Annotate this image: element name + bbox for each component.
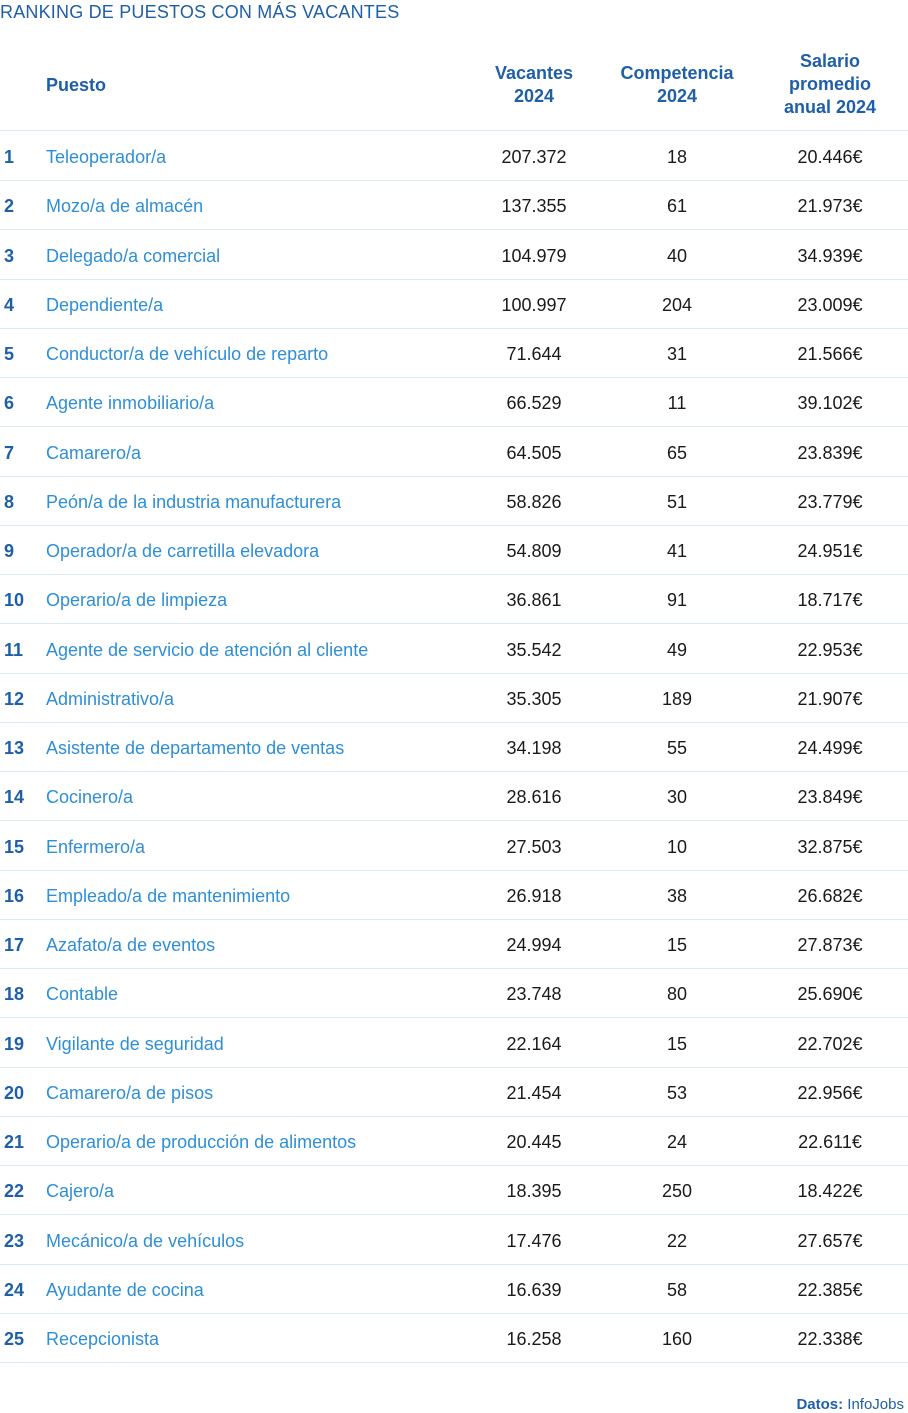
competencia-cell: 61: [666, 196, 688, 217]
puesto-cell: Delegado/a comercial: [46, 245, 221, 266]
puesto-cell: Ayudante de cocina: [46, 1279, 204, 1300]
table-row: [0, 328, 908, 378]
vacantes-cell: 36.861: [506, 590, 562, 611]
header-competencia: [607, 62, 747, 108]
header-competencia-line1: Competencia: [620, 63, 734, 83]
salario-cell: 22.385€: [797, 1279, 863, 1300]
rank-cell: 10: [4, 590, 25, 611]
salario-cell: 39.102€: [797, 393, 863, 414]
salario-cell: 20.446€: [797, 147, 863, 167]
vacantes-cell: 100.997: [501, 294, 567, 315]
header-salario-line2: promedio: [788, 74, 871, 94]
salario-cell: 34.939€: [797, 245, 863, 266]
vacantes-cell: 22.164: [506, 1033, 562, 1054]
salario-cell: 22.611€: [798, 1132, 862, 1152]
competencia-cell: 15: [666, 935, 688, 955]
table-row: [0, 968, 908, 1018]
puesto-cell: Administrativo/a: [46, 688, 175, 709]
vacantes-cell: 35.542: [506, 639, 562, 660]
rank-cell: 21: [4, 1132, 25, 1152]
puesto-cell: Contable: [46, 984, 119, 1005]
chart-title: RANKING DE PUESTOS CON MÁS VACANTES: [0, 2, 400, 22]
header-vacantes: [474, 62, 594, 108]
rank-cell: 7: [4, 442, 15, 463]
salario-cell: 18.422€: [797, 1181, 863, 1202]
puesto-cell: Vigilante de seguridad: [46, 1033, 224, 1054]
source-label: Datos:: [796, 1396, 844, 1413]
rank-cell: 5: [4, 344, 15, 364]
salario-cell: 22.956€: [797, 1082, 863, 1103]
puesto-cell: Operario/a de limpieza: [46, 590, 228, 611]
rank-cell: 6: [4, 393, 15, 414]
vacantes-cell: 16.258: [506, 1329, 562, 1349]
vacantes-cell: 27.503: [506, 836, 562, 857]
vacantes-cell: 104.979: [501, 245, 567, 266]
rank-cell: 11: [4, 639, 24, 660]
rank-cell: 8: [4, 491, 15, 512]
vacantes-cell: 16.639: [506, 1279, 562, 1300]
vacantes-cell: 207.372: [501, 147, 567, 167]
rank-cell: 14: [4, 787, 25, 808]
puesto-cell: Conductor/a de vehículo de reparto: [46, 344, 329, 364]
table-row: [0, 476, 908, 526]
table-row: [0, 722, 908, 772]
competencia-cell: 49: [666, 639, 688, 660]
competencia-cell: 250: [661, 1181, 693, 1202]
vacantes-cell: 64.505: [506, 442, 562, 463]
rank-cell: 4: [4, 294, 15, 315]
puesto-cell: Operario/a de producción de alimentos: [46, 1132, 357, 1152]
table-row: [0, 624, 908, 674]
table-row: [0, 574, 908, 624]
puesto-cell: Cocinero/a: [46, 787, 134, 808]
vacantes-cell: 18.395: [506, 1181, 562, 1202]
header-puesto: Puesto: [46, 75, 107, 95]
vacantes-cell: 17.476: [506, 1230, 562, 1251]
rank-cell: 9: [4, 541, 15, 561]
competencia-cell: 58: [666, 1279, 688, 1300]
salario-cell: 23.779€: [797, 491, 863, 512]
competencia-cell: 10: [666, 836, 688, 857]
header-vacantes-line1: Vacantes: [494, 63, 574, 83]
salario-cell: 32.875€: [797, 836, 863, 857]
salario-cell: 25.690€: [797, 984, 863, 1005]
salario-cell: 23.839€: [797, 442, 863, 463]
table-row: [0, 279, 908, 329]
table-row: [0, 377, 908, 427]
table-row: [0, 1067, 908, 1117]
vacantes-cell: 34.198: [506, 738, 562, 758]
competencia-cell: 91: [666, 590, 688, 611]
salario-cell: 23.849€: [797, 787, 863, 808]
table-row: [0, 673, 908, 723]
header-salario-line1: Salario: [799, 51, 861, 71]
table-row: [0, 771, 908, 821]
table-row: [0, 427, 908, 477]
puesto-cell: Camarero/a: [46, 442, 142, 463]
vacantes-cell: 26.918: [506, 885, 562, 906]
table-row: [0, 1215, 908, 1265]
vacantes-cell: 137.355: [501, 196, 567, 217]
source-note: [796, 1396, 904, 1413]
competencia-cell: 160: [661, 1329, 693, 1349]
rank-cell: 20: [4, 1082, 25, 1103]
table-row: [0, 525, 908, 575]
competencia-cell: 15: [666, 1033, 688, 1054]
puesto-cell: Agente inmobiliario/a: [46, 393, 215, 414]
puesto-cell: Mecánico/a de vehículos: [46, 1230, 245, 1251]
salario-cell: 22.702€: [797, 1033, 863, 1054]
puesto-cell: Camarero/a de pisos: [46, 1082, 214, 1103]
competencia-cell: 189: [661, 688, 693, 709]
vacantes-cell: 21.454: [506, 1082, 562, 1103]
salario-cell: 22.953€: [797, 639, 863, 660]
header-salario: [760, 50, 900, 119]
vacantes-cell: 24.994: [506, 935, 562, 955]
competencia-cell: 55: [666, 738, 688, 758]
vacantes-cell: 71.644: [506, 344, 562, 364]
table-header: [0, 48, 908, 131]
puesto-cell: Enfermero/a: [46, 836, 146, 857]
competencia-cell: 80: [666, 984, 688, 1005]
salario-cell: 22.338€: [797, 1329, 863, 1349]
rank-cell: 15: [4, 836, 25, 857]
rank-cell: 12: [4, 688, 25, 709]
rank-cell: 17: [4, 935, 25, 955]
salario-cell: 24.951€: [797, 541, 863, 561]
competencia-cell: 11: [667, 393, 687, 414]
rank-cell: 19: [4, 1033, 25, 1054]
salario-cell: 23.009€: [797, 294, 863, 315]
table-row: [0, 1313, 908, 1363]
puesto-cell: Peón/a de la industria manufacturera: [46, 491, 342, 512]
puesto-cell: Cajero/a: [46, 1181, 115, 1202]
table-row: [0, 1018, 908, 1068]
table-row: [0, 821, 908, 871]
table-row: [0, 870, 908, 920]
rank-cell: 1: [4, 147, 15, 167]
vacantes-cell: 28.616: [506, 787, 562, 808]
competencia-cell: 30: [666, 787, 688, 808]
salario-cell: 27.657€: [797, 1230, 863, 1251]
puesto-cell: Recepcionista: [46, 1329, 160, 1349]
competencia-cell: 40: [666, 245, 688, 266]
salario-cell: 21.907€: [797, 688, 863, 709]
table-row: [0, 919, 908, 969]
rank-cell: 3: [4, 245, 15, 266]
table-row: [0, 1165, 908, 1215]
puesto-cell: Agente de servicio de atención al cliente: [46, 639, 369, 660]
puesto-cell: Dependiente/a: [46, 294, 164, 315]
competencia-cell: 22: [666, 1230, 688, 1251]
rank-cell: 2: [4, 196, 15, 217]
puesto-cell: Asistente de departamento de ventas: [46, 738, 345, 758]
header-competencia-line2: 2024: [656, 86, 698, 106]
puesto-cell: Operador/a de carretilla elevadora: [46, 541, 320, 561]
salario-cell: 21.566€: [797, 344, 863, 364]
salario-cell: 27.873€: [797, 935, 863, 955]
source-name: InfoJobs: [847, 1396, 904, 1413]
puesto-cell: Azafato/a de eventos: [46, 935, 216, 955]
table-row: [0, 1264, 908, 1314]
table-row: [0, 230, 908, 280]
rank-cell: 13: [4, 738, 25, 758]
rank-cell: 18: [4, 984, 25, 1005]
vacantes-cell: 23.748: [506, 984, 562, 1005]
table-row: [0, 1116, 908, 1166]
vacantes-cell: 54.809: [506, 541, 562, 561]
vacantes-cell: 58.826: [506, 491, 562, 512]
puesto-cell: Teleoperador/a: [46, 147, 167, 167]
table-row: [0, 131, 908, 181]
salario-cell: 18.717€: [797, 590, 863, 611]
competencia-cell: 24: [666, 1132, 688, 1152]
puesto-cell: Empleado/a de mantenimiento: [46, 885, 291, 906]
competencia-cell: 31: [666, 344, 688, 364]
competencia-cell: 53: [666, 1082, 688, 1103]
competencia-cell: 41: [666, 541, 688, 561]
competencia-cell: 65: [666, 442, 688, 463]
salario-cell: 21.973€: [797, 196, 863, 217]
vacantes-cell: 66.529: [506, 393, 562, 414]
competencia-cell: 51: [666, 491, 688, 512]
salario-cell: 26.682€: [797, 885, 863, 906]
rank-cell: 22: [4, 1181, 25, 1202]
table-row: [0, 180, 908, 230]
vacantes-cell: 20.445: [506, 1132, 562, 1152]
rank-cell: 25: [4, 1329, 25, 1349]
competencia-cell: 18: [666, 147, 688, 167]
rank-cell: 23: [4, 1230, 25, 1251]
rank-cell: 24: [4, 1279, 25, 1300]
puesto-cell: Mozo/a de almacén: [46, 196, 204, 217]
competencia-cell: 204: [661, 294, 693, 315]
header-salario-line3: anual 2024: [783, 97, 877, 117]
header-vacantes-line2: 2024: [513, 86, 555, 106]
competencia-cell: 38: [666, 885, 688, 906]
salario-cell: 24.499€: [797, 738, 863, 758]
rank-cell: 16: [4, 885, 25, 906]
vacantes-cell: 35.305: [506, 688, 562, 709]
